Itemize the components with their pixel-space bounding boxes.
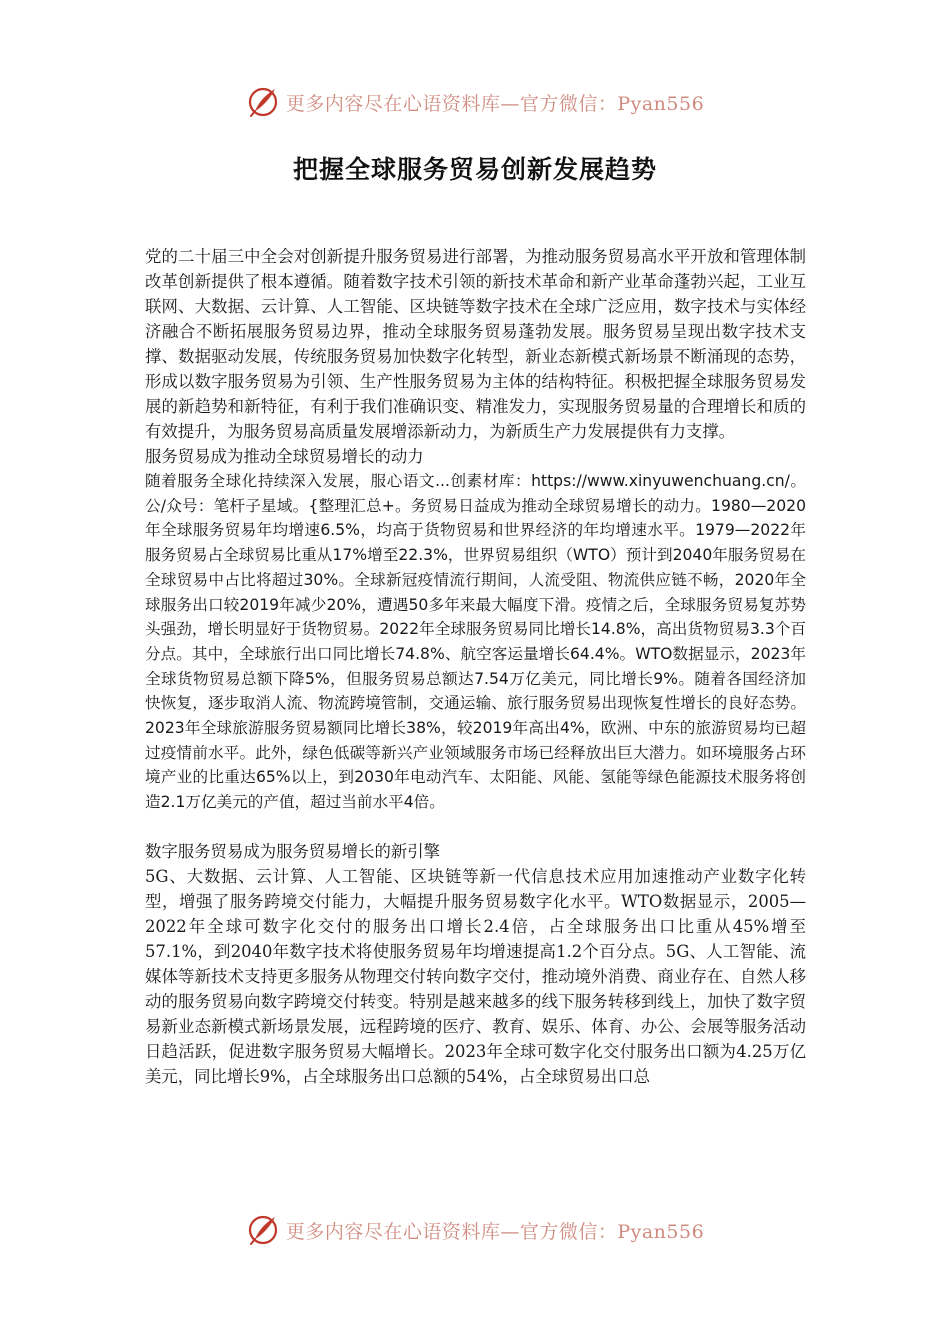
watermark-banner-bottom (0, 1210, 950, 1250)
watermark-text: 更多内容尽在心语资料库—官方微信：Pyan556 (285, 92, 705, 115)
section-2-paragraph: 5G、大数据、云计算、人工智能、区块链等新一代信息技术应用加速推动产业数字化转型，增强了服务跨境交付能力，大幅提升服务贸易数字化水平。WTO数据显示，2005—2022年全球可数字化交付的服务出口增长2.4倍，占全球服务出口比重从45%增至57.1%，到2040年数字技术将使服务贸易年均增速提高1.2个百分点。5G、人工智能、流媒体等新技术支持更多服务从物理交付转向数字交付，推动境外消费、商业存在、自然人移动的服务贸易向数字跨境交付转变。特别是越来越多的线下服务转移到线上，加快了数字贸易新业态新模式新场景发展，远程跨境的医疗、教育、娱乐、体育、办公、会展等服务活动日趋活跃，促进数字服务贸易大幅增长。2023年全球可数字化交付服务出口额为4.25万亿美元，同比增长9%，占全球服务出口总额的54%，占全球贸易出口总 (145, 866, 806, 1086)
section-1-paragraph: 随着服务全球化持续深入发展，服心语文...创素材库：https://www.xinyuwenchuang.cn/。公/众号：笔杆子星域。{整理汇总+。务贸易日益成为推动全球贸易增长的动力。1980—2020年全球服务贸易年均增速6.5%，均高于货物贸易和世界经济的年均增速水平。1979—2022年服务贸易占全球贸易比重从17%增至22.3%，世界贸易组织（WTO）预计到2040年服务贸易在全球贸易中占比将超过30%。全球新冠疫情流行期间，人流受阻、物流供应链不畅，2020年全球服务出口较2019年减少20%，遭遇50多年来最大幅度下滑。疫情之后，全球服务贸易复苏势头强劲，增长明显好于货物贸易。2022年全球服务贸易同比增长14.8%，高出货物贸易3.3个百分点。其中，全球旅行出口同比增长74.8%、航空客运量增长64.4%。WTO数据显示，2023年全球货物贸易总额下降5%，但服务贸易总额达7.54万亿美元，同比增长9%。随着各国经济加快恢复，逐步取消人流、物流跨境管制，交通运输、旅行服务贸易出现恢复性增长的良好态势。2023年全球旅游服务贸易额同比增长38%，较2019年高出4%，欧洲、中东的旅游贸易均已超过疫情前水平。此外，绿色低碳等新兴产业领域服务市场已经释放出巨大潜力。如环境服务占环境产业的比重达65%以上，到2030年电动汽车、太阳能、风能、氢能等绿色能源技术服务将创造2.1万亿美元的产值，超过当前水平4倍。 (145, 472, 806, 812)
section-heading-1: 服务贸易成为推动全球贸易增长的动力 (145, 447, 424, 466)
section-heading-2: 数字服务贸易成为服务贸易增长的新引擎 (145, 841, 441, 861)
watermark-banner-top (0, 82, 950, 122)
watermark-text: 更多内容尽在心语资料库—官方微信：Pyan556 (285, 1220, 705, 1243)
paragraph-spacer (145, 815, 806, 839)
feather-pen-logo-icon (246, 85, 280, 119)
intro-paragraph: 党的二十届三中全会对创新提升服务贸易进行部署，为推动服务贸易高水平开放和管理体制改革创新提供了根本遵循。随着数字技术引领的新技术革命和新产业革命蓬勃兴起，工业互联网、大数据、云计算、人工智能、区块链等数字技术在全球广泛应用，数字技术与实体经济融合不断拓展服务贸易边界，推动全球服务贸易蓬勃发展。服务贸易呈现出数字技术支撑、数据驱动发展，传统服务贸易加快数字化转型，新业态新模式新场景不断涌现的态势，形成以数字服务贸易为引领、生产性服务贸易为主体的结构特征。积极把握全球服务贸易发展的新趋势和新特征，有利于我们准确识变、精准发力，实现服务贸易量的合理增长和质的有效提升，为服务贸易高质量发展增添新动力，为新质生产力发展提供有力支撑。 (145, 247, 806, 441)
article-body (145, 244, 806, 1089)
feather-pen-logo-icon (246, 1213, 280, 1247)
page-title: 把握全球服务贸易创新发展趋势 (292, 155, 657, 184)
